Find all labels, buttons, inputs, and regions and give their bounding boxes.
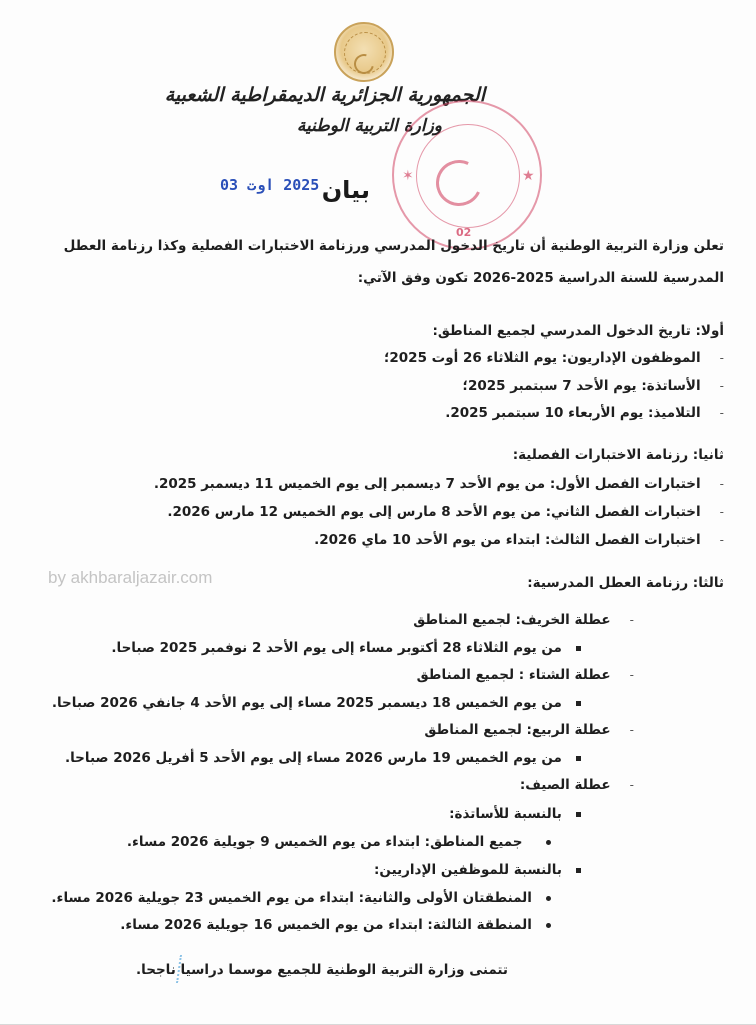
- algeria-coat-of-arms-icon: [334, 22, 394, 82]
- summer-teachers-detail: جميع المناطق: ابتداء من يوم الخميس 9 جويلية 2026 مساء.: [127, 834, 551, 850]
- holiday-winter: - عطلة الشتاء : لجميع المناطق: [416, 667, 634, 683]
- list-item: - التلاميذ: يوم الأربعاء 10 سبتمبر 2025.: [445, 405, 724, 421]
- summer-teachers-label: بالنسبة للأساتذة:: [449, 806, 581, 822]
- dash-bullet-icon: -: [700, 505, 724, 519]
- square-bullet-icon: [576, 756, 581, 761]
- dash-bullet-icon: -: [700, 533, 724, 547]
- section-heading-school-entry: أولا: تاريخ الدخول المدرسي لجميع المناطق:: [432, 323, 724, 339]
- dash-bullet-icon: -: [610, 778, 634, 792]
- holiday-autumn: - عطلة الخريف: لجميع المناطق: [413, 612, 634, 628]
- section-heading-exams: ثانيا: رزنامة الاختبارات الفصلية:: [512, 447, 724, 463]
- closing-statement: تتمنى وزارة التربية الوطنية للجميع موسما دراسيا ناجحا.: [136, 962, 508, 978]
- intro-line-1: تعلن وزارة التربية الوطنية أن تاريخ الدخول المدرسي ورزنامة الاختبارات الفصلية وكذا رزنامة العطل: [63, 238, 724, 254]
- summer-admin-label: بالنسبة للموظفين الإداريين:: [374, 862, 581, 878]
- stamp-number: 02: [456, 226, 472, 239]
- list-item: - الأساتذة: يوم الأحد 7 سبتمبر 2025؛: [462, 378, 724, 394]
- dash-bullet-icon: -: [700, 406, 724, 420]
- square-bullet-icon: [576, 812, 581, 817]
- holiday-spring-detail: من يوم الخميس 19 مارس 2026 مساء إلى يوم الأحد 5 أفريل 2026 صباحا.: [65, 750, 581, 766]
- dash-bullet-icon: -: [700, 477, 724, 491]
- holiday-spring: - عطلة الربيع: لجميع المناطق: [424, 722, 634, 738]
- square-bullet-icon: [576, 701, 581, 706]
- holiday-summer: - عطلة الصيف:: [519, 777, 634, 793]
- watermark: by akhbaraljazair.com: [48, 568, 213, 587]
- summer-admin-detail: المنطقتان الأولى والثانية: ابتداء من يوم الخميس 23 جويلية 2026 مساء.: [51, 890, 551, 906]
- dash-bullet-icon: -: [700, 379, 724, 393]
- list-item: - اختبارات الفصل الثاني: من يوم الأحد 8 مارس إلى يوم الخميس 12 مارس 2026.: [167, 504, 724, 520]
- holiday-winter-detail: من يوم الخميس 18 ديسمبر 2025 مساء إلى يوم الأحد 4 جانفي 2026 صباحا.: [52, 695, 581, 711]
- holiday-autumn-detail: من يوم الثلاثاء 28 أكتوبر مساء إلى يوم الأحد 2 نوفمبر 2025 صباحا.: [111, 640, 581, 656]
- date-stamp: 2025 اوت 03: [220, 176, 320, 194]
- republic-title: الجمهورية الجزائرية الديمقراطية الشعبية: [164, 84, 485, 106]
- square-bullet-icon: [576, 868, 581, 873]
- dash-bullet-icon: -: [700, 351, 724, 365]
- ministry-title: وزارة التربية الوطنية: [296, 116, 442, 136]
- dash-bullet-icon: -: [610, 613, 634, 627]
- round-bullet-icon: [546, 923, 551, 928]
- section-heading-holidays: ثالثا: رزنامة العطل المدرسية:: [527, 575, 724, 591]
- list-item: - اختبارات الفصل الأول: من يوم الأحد 7 ديسمبر إلى يوم الخميس 11 ديسمبر 2025.: [153, 476, 724, 492]
- dash-bullet-icon: -: [610, 668, 634, 682]
- round-bullet-icon: [546, 896, 551, 901]
- square-bullet-icon: [576, 646, 581, 651]
- list-item: - الموظفون الإداريون: يوم الثلاثاء 26 أوت 2025؛: [383, 350, 724, 366]
- round-bullet-icon: [546, 840, 551, 845]
- dash-bullet-icon: -: [610, 723, 634, 737]
- official-seal-stamp-icon: ✶ ★ 02: [392, 100, 542, 250]
- summer-admin-detail: المنطقة الثالثة: ابتداء من يوم الخميس 16 جويلية 2026 مساء.: [120, 917, 551, 933]
- document-title: بيان: [321, 176, 370, 204]
- intro-line-2: المدرسية للسنة الدراسية 2025-2026 تكون وفق الآتي:: [357, 270, 724, 286]
- list-item: - اختبارات الفصل الثالث: ابتداء من يوم الأحد 10 ماي 2026.: [314, 532, 724, 548]
